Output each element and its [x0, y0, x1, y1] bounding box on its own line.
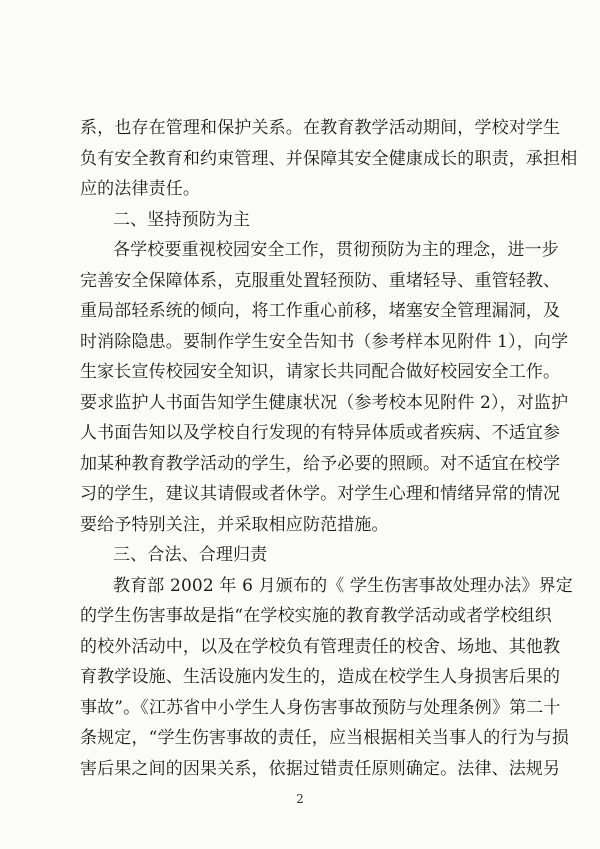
paragraph-line: 习的学生，建议其请假或者休学。对学生心理和情绪异常的情况	[80, 484, 561, 504]
paragraph-line: 的校外活动中，以及在学校负有管理责任的校舍、场地、其他教	[80, 637, 561, 657]
page-number: 2	[296, 792, 304, 806]
paragraph-line: 教育部 2002 年 6 月颁布的《 学生伤害事故处理办法》界定	[113, 576, 573, 596]
paragraph-line: 各学校要重视校园安全工作，贯彻预防为主的理念，进一步	[113, 240, 559, 260]
paragraph-line: 事故”。《江苏省中小学生人身伤害事故预防与处理条例》第二十	[80, 698, 561, 718]
paragraph-line: 育教学设施、生活设施内发生的，造成在校学生人身损害后果的	[80, 667, 561, 687]
paragraph-line: 应的法律责任。	[80, 179, 201, 199]
paragraph-line: 完善安全保障体系，克服重处置轻预防、重堵轻导、重管轻教、	[80, 271, 561, 291]
section-heading-liability: 三、合法、合理归责	[113, 545, 268, 565]
paragraph-line: 人书面告知以及学校自行发现的有特异体质或者疾病、不适宜参	[80, 423, 561, 443]
paragraph-line: 时消除隐患。要制作学生安全告知书（参考样本见附件 1），向学	[80, 332, 569, 352]
section-heading-prevention: 二、坚持预防为主	[113, 210, 251, 230]
paragraph-line: 负有安全教育和约束管理、并保障其安全健康成长的职责，承担相	[80, 149, 578, 169]
paragraph-line: 加某种教育教学活动的学生，给予必要的照顾。对不适宜在校学	[80, 454, 561, 474]
paragraph-line: 重局部轻系统的倾向，将工作重心前移，堵塞安全管理漏洞，及	[80, 301, 561, 321]
paragraph-line: 要求监护人书面告知学生健康状况（参考校本见附件 2），对监护	[80, 393, 569, 413]
paragraph-line: 的学生伤害事故是指“在学校实施的教育教学活动或者学校组织	[80, 606, 552, 626]
paragraph-line: 要给予特别关注，并采取相应防范措施。	[80, 515, 389, 535]
paragraph-line: 条规定，“学生伤害事故的责任，应当根据相关当事人的行为与损	[80, 728, 570, 748]
paragraph-line: 生家长宣传校园安全知识，请家长共同配合做好校园安全工作。	[80, 362, 561, 382]
paragraph-line: 害后果之间的因果关系，依据过错责任原则确定。法律、法规另	[80, 759, 561, 779]
paragraph-line: 系，也存在管理和保护关系。在教育教学活动期间，学校对学生	[80, 118, 561, 138]
